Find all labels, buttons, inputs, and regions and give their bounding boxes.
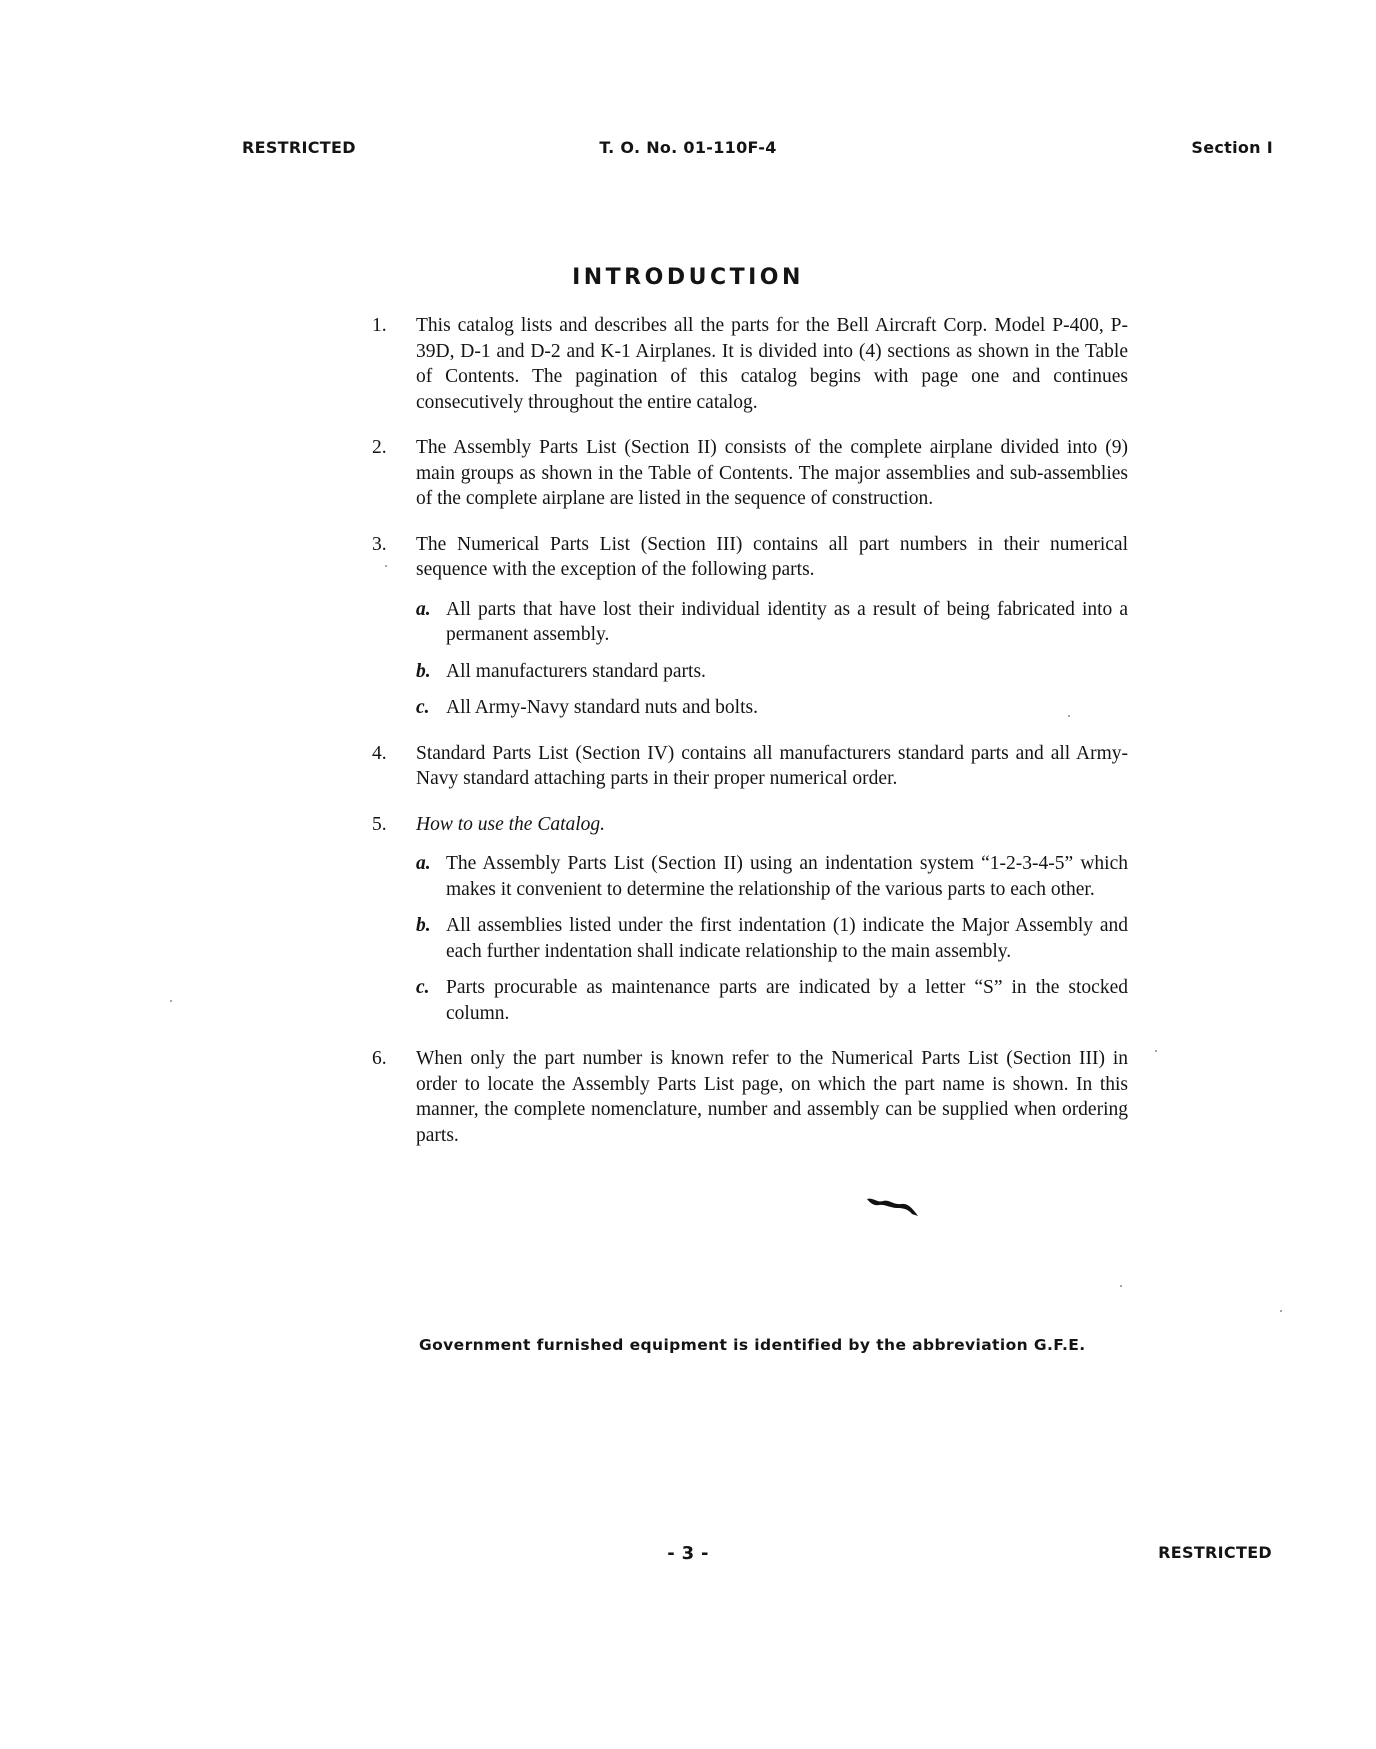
scan-speck [170, 1000, 172, 1002]
subitem-3a [416, 597, 1128, 648]
paragraph-3 [372, 532, 1128, 583]
paragraph-text: The Numerical Parts List (Section III) contains all part numbers in their numerical sequence with the exception of the following parts. [416, 533, 1128, 580]
paragraph-2 [372, 435, 1128, 512]
subitem-text: Parts procurable as maintenance parts are indicated by a letter “S” in the stocked column. [446, 977, 1128, 1024]
scan-speck [1155, 1050, 1157, 1052]
paragraph-5-sublist [372, 851, 1128, 1026]
scan-speck [385, 565, 387, 567]
subitem-text: All assemblies listed under the first indentation (1) indicate the Major Assembly and each further indentation shall indicate relationship to the main assembly. [446, 915, 1128, 962]
subitem-5b [416, 913, 1128, 964]
introduction-body [372, 313, 1128, 1168]
paragraph-number: 6. [372, 1048, 387, 1069]
subitem-letter: b. [416, 915, 431, 936]
subitem-letter: c. [416, 977, 430, 998]
page-title: INTRODUCTION [572, 265, 804, 290]
ink-blot-mark [865, 1195, 920, 1217]
paragraph-5 [372, 812, 1128, 838]
paragraph-text: When only the part number is known refer to the Numerical Parts List (Section III) in order to locate the Assembly Parts List page, on which the part name is shown. In this manner, the complete nomenclature, number and assembly can be supplied when ordering parts. [416, 1048, 1128, 1146]
paragraph-1 [372, 313, 1128, 415]
subitem-text: All manufacturers standard parts. [446, 660, 706, 682]
classification-footer-right: RESTRICTED [1158, 1543, 1272, 1562]
paragraph-number: 5. [372, 813, 387, 835]
paragraph-number: 2. [372, 437, 387, 458]
paragraph-3-sublist [372, 597, 1128, 721]
paragraph-text: The Assembly Parts List (Section II) consists of the complete airplane divided into (9) main groups as shown in the Table of Contents. The major assemblies and sub-assemblies of the complete airplane are listed in the sequence of construction. [416, 437, 1128, 509]
subitem-text: All Army-Navy standard nuts and bolts. [446, 697, 758, 718]
classification-header-left: RESTRICTED [242, 138, 356, 157]
subitem-letter: a. [416, 853, 431, 874]
subitem-text: The Assembly Parts List (Section II) using an indentation system “1-2-3-4-5” which makes it convenient to determine the relationship of the various parts to each other. [446, 853, 1128, 900]
subitem-3c [416, 695, 1128, 721]
scan-speck [1280, 1310, 1282, 1312]
paragraph-text: This catalog lists and describes all the parts for the Bell Aircraft Corp. Model P-400, P-39D, D-1 and D-2 and K-1 Airplanes. It is divided into (4) sections as shown in the Table of Contents. The pagination of this catalog begins with page one and continues consecutively throughout the entire catalog. [416, 315, 1128, 413]
paragraph-heading: How to use the Catalog. [416, 813, 606, 835]
scan-speck [1068, 715, 1070, 717]
subitem-text: All parts that have lost their individual identity as a result of being fabricated into a permanent assembly. [446, 598, 1128, 645]
scan-speck [1120, 1285, 1122, 1287]
paragraph-number: 3. [372, 533, 387, 555]
paragraph-number: 4. [372, 742, 387, 764]
document-number: T. O. No. 01-110F-4 [599, 138, 777, 157]
subitem-letter: c. [416, 697, 430, 718]
subitem-5c [416, 975, 1128, 1026]
page-number: - 3 - [667, 1543, 709, 1564]
subitem-3b [416, 659, 1128, 685]
subitem-letter: b. [416, 660, 431, 682]
section-label: Section I [1191, 138, 1273, 157]
paragraph-6 [372, 1046, 1128, 1148]
subitem-5a [416, 851, 1128, 902]
paragraph-4 [372, 741, 1128, 792]
subitem-letter: a. [416, 598, 431, 620]
gfe-note: Government furnished equipment is identified by the abbreviation G.F.E. [419, 1336, 1086, 1354]
paragraph-number: 1. [372, 315, 387, 336]
paragraph-text: Standard Parts List (Section IV) contains all manufacturers standard parts and all Army-Navy standard attaching parts in their proper numerical order. [416, 742, 1128, 789]
